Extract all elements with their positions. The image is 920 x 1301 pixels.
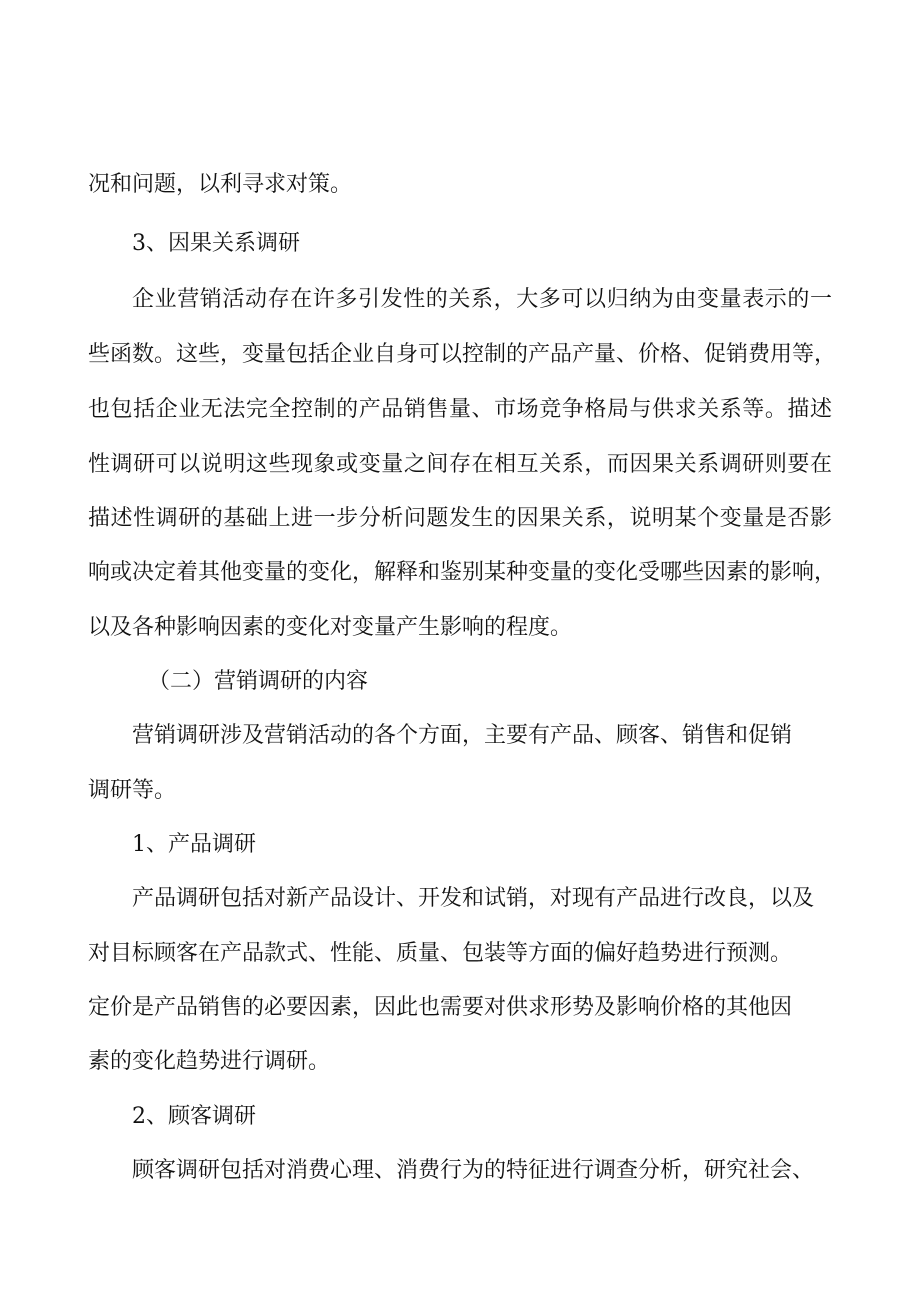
paragraph-line: 营销调研涉及营销活动的各个方面，主要有产品、顾客、销售和促销 [132,723,793,748]
paragraph-line: 况和问题，以利寻求对策。 [88,172,353,197]
section-heading: 3、因果关系调研 [132,231,300,256]
paragraph-line: 调研等。 [88,778,177,803]
paragraph-line: 产品调研包括对新产品设计、开发和试销，对现有产品进行改良，以及 [132,886,815,911]
section-heading: （二）营销调研的内容 [148,669,369,694]
paragraph-line: 以及各种影响因素的变化对变量产生影响的程度。 [88,615,573,640]
paragraph-line: 性调研可以说明这些现象或变量之间存在相互关系，而因果关系调研则要在 [88,452,832,477]
paragraph-line: 描述性调研的基础上进一步分析问题发生的因果关系，说明某个变量是否影 [88,506,832,531]
paragraph-line: 些函数。这些，变量包括企业自身可以控制的产品产量、价格、促销费用等， [88,342,837,367]
section-heading: 2、顾客调研 [132,1104,256,1129]
paragraph-line: 顾客调研包括对消费心理、消费行为的特征进行调查分析，研究社会、 [132,1158,815,1183]
paragraph-line: 素的变化趋势进行调研。 [88,1049,331,1074]
section-heading: 1、产品调研 [132,832,256,857]
paragraph-line: 企业营销活动存在许多引发性的关系，大多可以归纳为由变量表示的一 [132,287,832,312]
paragraph-line: 定价是产品销售的必要因素，因此也需要对供求形势及影响价格的其他因 [88,995,793,1020]
paragraph-line: 对目标顾客在产品款式、性能、质量、包装等方面的偏好趋势进行预测。 [88,941,793,966]
paragraph-line: 响或决定着其他变量的变化，解释和鉴别某种变量的变化受哪些因素的影响， [88,560,837,585]
paragraph-line: 也包括企业无法完全控制的产品销售量、市场竞争格局与供求关系等。描述 [88,397,832,422]
